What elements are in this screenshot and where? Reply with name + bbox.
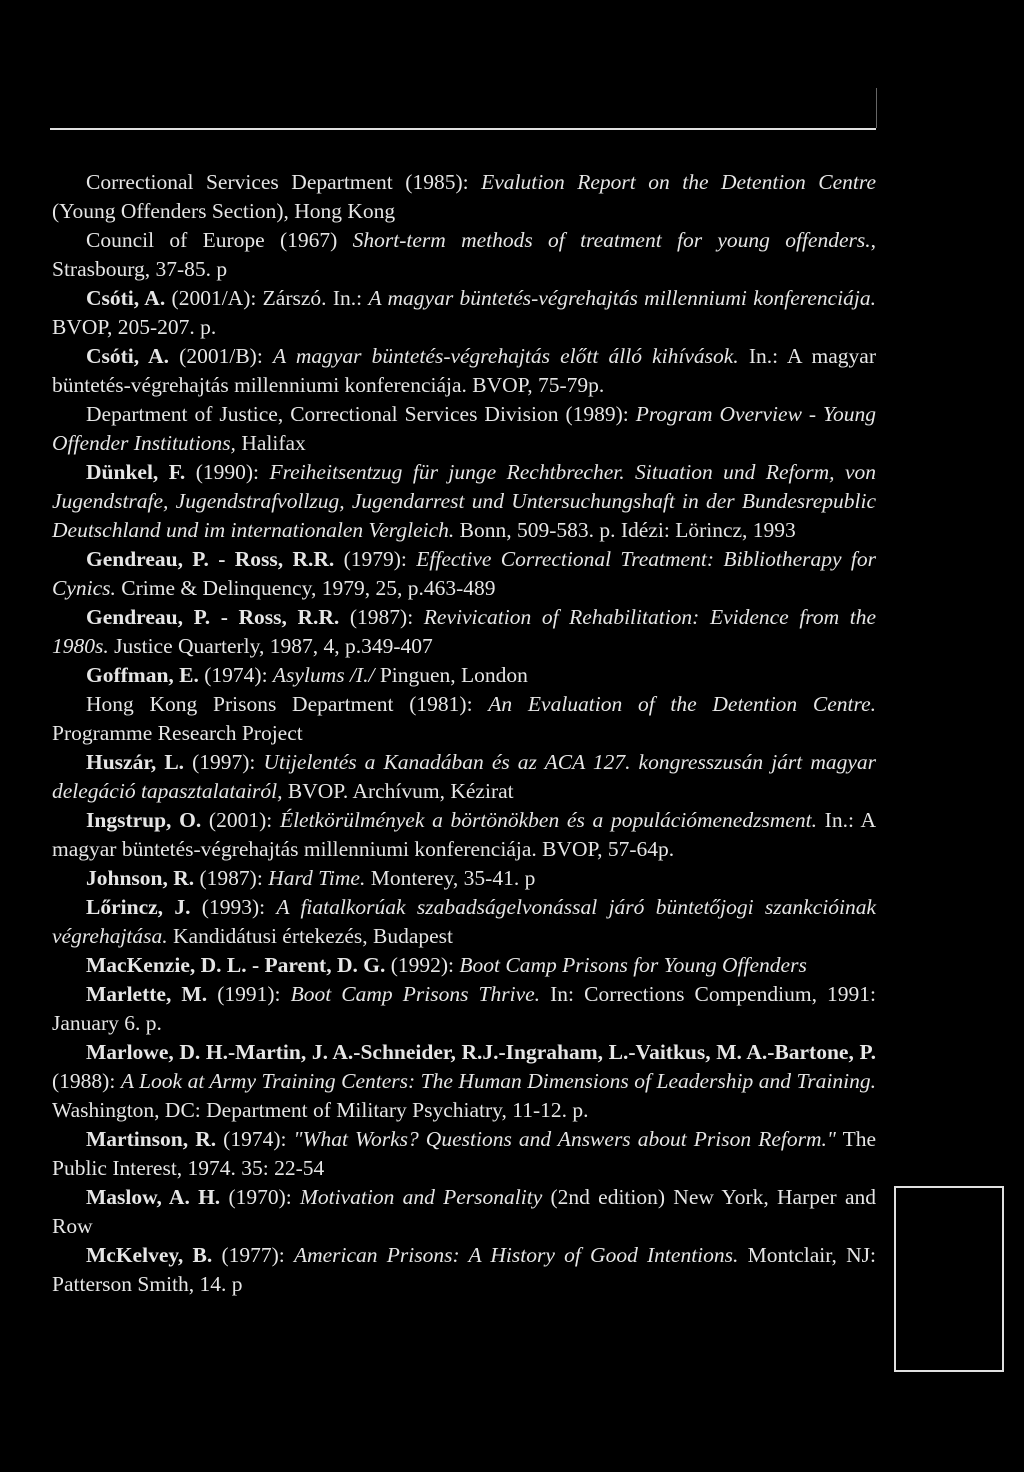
reference-item: McKelvey, B. (1977): American Prisons: A History of Good Intentions. Montclair, NJ: Patterson Smith, 14. p xyxy=(52,1243,876,1296)
reference-item: Csóti, A. (2001/B): A magyar büntetés-végrehajtás előtt álló kihívások. In.: A magyar büntetés-végrehajtás millenniumi konferenciája. BVOP, 75-79p. xyxy=(52,344,876,397)
reference-item: Gendreau, P. - Ross, R.R. (1979): Effective Correctional Treatment: Bibliotherapy for Cynics. Crime & Delinquency, 1979, 25, p.463-489 xyxy=(52,547,877,600)
reference-item: Maslow, A. H. (1970): Motivation and Personality (2nd edition) New York, Harper and Row xyxy=(52,1185,876,1238)
reference-item: Department of Justice, Correctional Services Division (1989): Program Overview - Young Offender Institutions, Halifax xyxy=(52,402,876,455)
reference-item: Marlowe, D. H.-Martin, J. A.-Schneider, R.J.-Ingraham, L.-Vaitkus, M. A.-Bartone, P. (1988): A Look at Army Training Centers: The Human Dimensions of Leadership and Training. Washington, DC: Department of Military Psychiatry, 11-12. p. xyxy=(52,1040,876,1122)
reference-list xyxy=(52,168,876,1299)
reference-item: Goffman, E. (1974): Asylums /I./ Pinguen, London xyxy=(86,663,528,687)
reference-item: Johnson, R. (1987): Hard Time. Monterey, 35-41. p xyxy=(86,866,536,890)
reference-item: Ingstrup, O. (2001): Életkörülmények a börtönökben és a populációmenedzsment. In.: A magyar büntetés-végrehajtás millenniumi konferenciája. BVOP, 57-64p. xyxy=(52,808,876,861)
reference-item: Dünkel, F. (1990): Freiheitsentzug für junge Rechtbrecher. Situation und Reform, von Jugendstrafe, Jugendstrafvollzug, Jugendarrest und Untersuchungshaft in der Bundesrepublic Deutschland und im internationalen Vergleich. Bonn, 509-583. p. Idézi: Lörincz, 1993 xyxy=(52,460,877,542)
corner-frame xyxy=(894,1186,1004,1372)
reference-item: Hong Kong Prisons Department (1981): An Evaluation of the Detention Centre. Programme Research Project xyxy=(52,692,876,745)
reference-item: MacKenzie, D. L. - Parent, D. G. (1992): Boot Camp Prisons for Young Offenders xyxy=(86,953,807,977)
reference-item: Huszár, L. (1997): Utijelentés a Kanadában és az ACA 127. kongresszusán járt magyar delegáció tapasztalatairól, BVOP. Archívum, Kézirat xyxy=(52,750,877,803)
reference-item: Correctional Services Department (1985): Evalution Report on the Detention Centre (Young Offenders Section), Hong Kong xyxy=(52,170,876,223)
reference-item: Marlette, M. (1991): Boot Camp Prisons Thrive. In: Corrections Compendium, 1991: January 6. p. xyxy=(52,982,877,1035)
margin-tick xyxy=(876,88,877,128)
header-rule xyxy=(50,128,876,130)
reference-item: Council of Europe (1967) Short-term methods of treatment for young offenders., Strasbourg, 37-85. p xyxy=(52,228,876,281)
reference-item: Martinson, R. (1974): "What Works? Questions and Answers about Prison Reform." The Public Interest, 1974. 35: 22-54 xyxy=(52,1127,876,1180)
reference-item: Gendreau, P. - Ross, R.R. (1987): Revivication of Rehabilitation: Evidence from the 1980s. Justice Quarterly, 1987, 4, p.349-407 xyxy=(52,605,877,658)
reference-item: Csóti, A. (2001/A): Zárszó. In.: A magyar büntetés-végrehajtás millenniumi konferenciája. BVOP, 205-207. p. xyxy=(52,286,876,339)
reference-item: Lőrincz, J. (1993): A fiatalkorúak szabadságelvonással járó büntetőjogi szankcióinak végrehajtása. Kandidátusi értekezés, Budapest xyxy=(52,895,876,948)
